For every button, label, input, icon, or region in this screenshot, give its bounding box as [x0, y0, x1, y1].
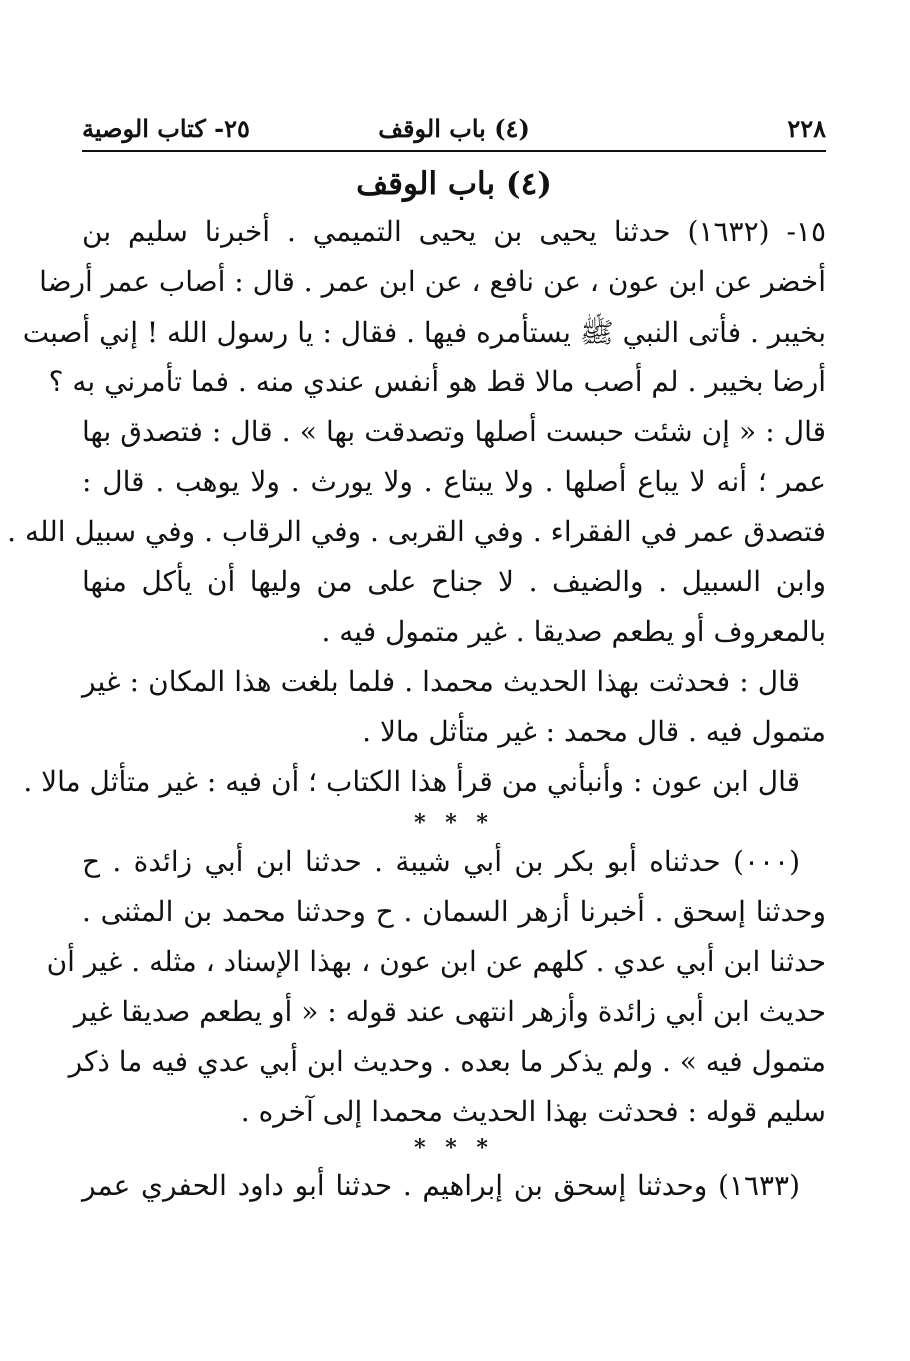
text-line: قال : فحدثت بهذا الحديث محمدا . فلما بلغت هذا المكان : غير [82, 665, 800, 698]
text-line: وحدثنا إسحق . أخبرنا أزهر السمان . ح وحدثنا محمد بن المثنى . [82, 895, 826, 928]
page-number: ٢٢٨ [787, 114, 826, 143]
text-line: قال : « إن شئت حبست أصلها وتصدقت بها » . قال : فتصدق بها [82, 415, 826, 448]
text-line: وابن السبيل . والضيف . لا جناح على من وليها أن يأكل منها [82, 565, 826, 598]
text-line: سليم قوله : فحدثت بهذا الحديث محمدا إلى آخره . [240, 1095, 826, 1128]
text-line: حديث ابن أبي زائدة وأزهر انتهى عند قوله : « أو يطعم صديقا غير [73, 995, 826, 1028]
text-line: أرضا بخيبر . لم أصب مالا قط هو أنفس عندي منه . فما تأمرني به ؟ [48, 365, 826, 398]
running-header [82, 112, 826, 152]
text-line: أخضر عن ابن عون ، عن نافع ، عن ابن عمر . قال : أصاب عمر أرضا [39, 265, 826, 298]
text-line: قال ابن عون : وأنبأني من قرأ هذا الكتاب ؛ أن فيه : غير متأثل مالا . [23, 765, 800, 798]
section-separator: * * * [414, 810, 494, 836]
section-separator: * * * [414, 1135, 494, 1161]
text-line: (١٦٣٣) وحدثنا إسحق بن إبراهيم . حدثنا أبو داود الحفري عمر [82, 1169, 800, 1202]
chapter-title: (٤) باب الوقف [356, 166, 552, 202]
text-line: متمول فيه . قال محمد : غير متأثل مالا . [362, 715, 826, 748]
text-line: متمول فيه » . ولم يذكر ما بعده . وحديث ابن أبي عدي فيه ما ذكر [68, 1045, 826, 1078]
chapter-header: ٢٥- كتاب الوصية [82, 114, 250, 143]
text-line: ١٥- (١٦٣٢) حدثنا يحيى بن يحيى التميمي . أخبرنا سليم بن [82, 215, 826, 248]
section-header: (٤) باب الوقف [378, 114, 530, 143]
text-line: حدثنا ابن أبي عدي . كلهم عن ابن عون ، بهذا الإسناد ، مثله . غير أن [46, 945, 826, 978]
text-line: عمر ؛ أنه لا يباع أصلها . ولا يبتاع . ولا يورث . ولا يوهب . قال : [82, 465, 826, 498]
text-line: فتصدق عمر في الفقراء . وفي القربى . وفي الرقاب . وفي سبيل الله . [7, 515, 826, 548]
text-line: (٠٠٠) حدثناه أبو بكر بن أبي شيبة . حدثنا ابن أبي زائدة . ح [82, 845, 800, 878]
text-line: بالمعروف أو يطعم صديقا . غير متمول فيه . [321, 615, 826, 648]
text-line: بخيبر . فأتى النبي ﷺ يستأمره فيها . فقال : يا رسول الله ! إني أصبت [22, 316, 826, 349]
